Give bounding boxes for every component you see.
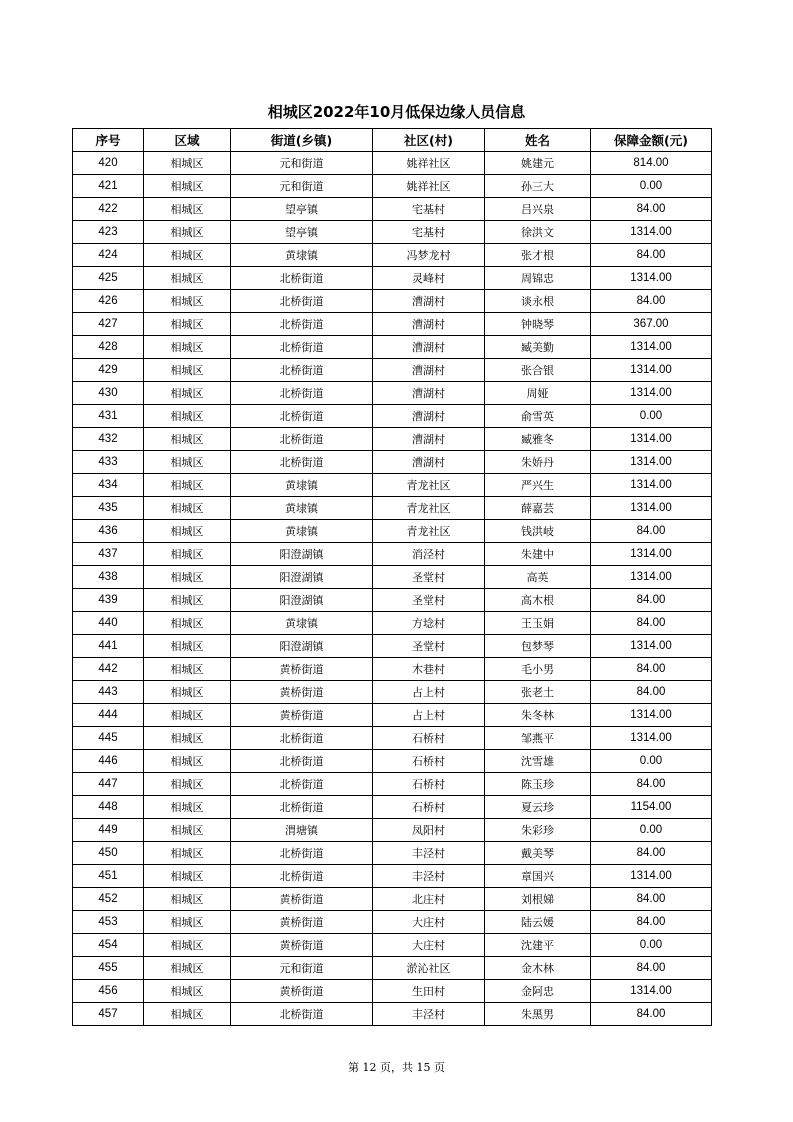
table-row	[73, 520, 712, 543]
cell-name: 王玉娟	[485, 612, 591, 635]
cell-community: 漕湖村	[373, 336, 485, 359]
table-row	[73, 681, 712, 704]
table-row	[73, 428, 712, 451]
table-row	[73, 750, 712, 773]
table-row	[73, 842, 712, 865]
table-row	[73, 819, 712, 842]
cell-amount: 84.00	[591, 589, 712, 612]
cell-community: 漕湖村	[373, 359, 485, 382]
cell-street: 北桥街道	[231, 727, 373, 750]
cell-area: 相城区	[144, 865, 231, 888]
cell-community: 石桥村	[373, 750, 485, 773]
table-row	[73, 612, 712, 635]
cell-index: 433	[73, 451, 144, 474]
cell-area: 相城区	[144, 313, 231, 336]
table-row	[73, 152, 712, 175]
header-area: 区域	[144, 129, 231, 152]
cell-area: 相城区	[144, 244, 231, 267]
cell-area: 相城区	[144, 796, 231, 819]
cell-area: 相城区	[144, 888, 231, 911]
cell-community: 灵峰村	[373, 267, 485, 290]
table-row	[73, 244, 712, 267]
cell-community: 漕湖村	[373, 428, 485, 451]
cell-street: 渭塘镇	[231, 819, 373, 842]
table-row	[73, 773, 712, 796]
cell-community: 石桥村	[373, 773, 485, 796]
cell-index: 425	[73, 267, 144, 290]
cell-street: 黄埭镇	[231, 497, 373, 520]
page-title: 相城区2022年10月低保边缘人员信息	[267, 103, 526, 121]
table-row	[73, 290, 712, 313]
cell-name: 夏云珍	[485, 796, 591, 819]
cell-index: 440	[73, 612, 144, 635]
cell-area: 相城区	[144, 520, 231, 543]
table-row	[73, 175, 712, 198]
cell-name: 朱黑男	[485, 1003, 591, 1026]
cell-name: 严兴生	[485, 474, 591, 497]
cell-name: 俞雪英	[485, 405, 591, 428]
cell-index: 438	[73, 566, 144, 589]
cell-name: 张才根	[485, 244, 591, 267]
cell-community: 青龙社区	[373, 520, 485, 543]
cell-amount: 84.00	[591, 842, 712, 865]
cell-name: 陆云媛	[485, 911, 591, 934]
cell-street: 北桥街道	[231, 842, 373, 865]
table-row	[73, 957, 712, 980]
cell-amount: 1314.00	[591, 359, 712, 382]
cell-amount: 0.00	[591, 405, 712, 428]
cell-street: 望亭镇	[231, 221, 373, 244]
header-index: 序号	[73, 129, 144, 152]
cell-name: 张老土	[485, 681, 591, 704]
cell-name: 钟晓琴	[485, 313, 591, 336]
cell-index: 422	[73, 198, 144, 221]
cell-name: 沈雪雄	[485, 750, 591, 773]
cell-amount: 1314.00	[591, 221, 712, 244]
cell-amount: 1314.00	[591, 474, 712, 497]
cell-amount: 84.00	[591, 198, 712, 221]
cell-amount: 84.00	[591, 888, 712, 911]
cell-community: 姚祥社区	[373, 152, 485, 175]
cell-index: 453	[73, 911, 144, 934]
cell-street: 元和街道	[231, 152, 373, 175]
cell-amount: 84.00	[591, 957, 712, 980]
cell-community: 漕湖村	[373, 290, 485, 313]
cell-index: 421	[73, 175, 144, 198]
cell-index: 446	[73, 750, 144, 773]
cell-community: 北庄村	[373, 888, 485, 911]
page-footer: 第 12 页，共 15 页	[348, 1061, 445, 1074]
cell-street: 黄桥街道	[231, 681, 373, 704]
cell-index: 449	[73, 819, 144, 842]
cell-name: 毛小男	[485, 658, 591, 681]
cell-street: 黄埭镇	[231, 244, 373, 267]
cell-amount: 1314.00	[591, 635, 712, 658]
cell-amount: 1314.00	[591, 382, 712, 405]
cell-community: 冯梦龙村	[373, 244, 485, 267]
cell-index: 428	[73, 336, 144, 359]
cell-name: 臧美勤	[485, 336, 591, 359]
cell-amount: 84.00	[591, 520, 712, 543]
cell-area: 相城区	[144, 267, 231, 290]
table-row	[73, 543, 712, 566]
cell-area: 相城区	[144, 428, 231, 451]
cell-area: 相城区	[144, 543, 231, 566]
cell-amount: 1314.00	[591, 865, 712, 888]
table-row	[73, 313, 712, 336]
cell-area: 相城区	[144, 290, 231, 313]
cell-name: 孙三大	[485, 175, 591, 198]
cell-street: 北桥街道	[231, 750, 373, 773]
cell-amount: 84.00	[591, 612, 712, 635]
cell-community: 石桥村	[373, 727, 485, 750]
cell-area: 相城区	[144, 635, 231, 658]
cell-index: 426	[73, 290, 144, 313]
cell-street: 阳澄湖镇	[231, 635, 373, 658]
cell-amount: 0.00	[591, 175, 712, 198]
cell-amount: 84.00	[591, 681, 712, 704]
cell-street: 北桥街道	[231, 865, 373, 888]
cell-area: 相城区	[144, 497, 231, 520]
cell-amount: 84.00	[591, 1003, 712, 1026]
cell-community: 大庄村	[373, 934, 485, 957]
cell-area: 相城区	[144, 474, 231, 497]
table-row	[73, 934, 712, 957]
cell-area: 相城区	[144, 451, 231, 474]
cell-community: 姚祥社区	[373, 175, 485, 198]
cell-street: 北桥街道	[231, 773, 373, 796]
cell-area: 相城区	[144, 911, 231, 934]
cell-community: 占上村	[373, 704, 485, 727]
cell-index: 435	[73, 497, 144, 520]
cell-amount: 0.00	[591, 750, 712, 773]
cell-name: 朱彩珍	[485, 819, 591, 842]
table-row	[73, 865, 712, 888]
cell-community: 丰泾村	[373, 842, 485, 865]
cell-amount: 84.00	[591, 658, 712, 681]
cell-area: 相城区	[144, 842, 231, 865]
cell-street: 黄埭镇	[231, 520, 373, 543]
table-row	[73, 405, 712, 428]
cell-community: 青龙社区	[373, 497, 485, 520]
table-row	[73, 474, 712, 497]
cell-area: 相城区	[144, 750, 231, 773]
cell-name: 周锦忠	[485, 267, 591, 290]
cell-community: 圣堂村	[373, 566, 485, 589]
cell-street: 阳澄湖镇	[231, 543, 373, 566]
cell-name: 谈永根	[485, 290, 591, 313]
cell-street: 北桥街道	[231, 451, 373, 474]
cell-community: 生田村	[373, 980, 485, 1003]
cell-street: 北桥街道	[231, 290, 373, 313]
cell-community: 占上村	[373, 681, 485, 704]
cell-index: 454	[73, 934, 144, 957]
table-row	[73, 888, 712, 911]
cell-name: 陈玉珍	[485, 773, 591, 796]
cell-street: 望亭镇	[231, 198, 373, 221]
cell-area: 相城区	[144, 152, 231, 175]
cell-street: 阳澄湖镇	[231, 589, 373, 612]
header-name: 姓名	[485, 129, 591, 152]
cell-name: 朱建中	[485, 543, 591, 566]
table-row	[73, 497, 712, 520]
table-row	[73, 451, 712, 474]
header-amount: 保障金额(元)	[591, 129, 712, 152]
cell-name: 朱冬林	[485, 704, 591, 727]
table-row	[73, 796, 712, 819]
cell-street: 北桥街道	[231, 1003, 373, 1026]
cell-community: 石桥村	[373, 796, 485, 819]
cell-amount: 1154.00	[591, 796, 712, 819]
cell-area: 相城区	[144, 612, 231, 635]
table-row	[73, 1003, 712, 1026]
cell-area: 相城区	[144, 359, 231, 382]
cell-street: 黄埭镇	[231, 612, 373, 635]
cell-name: 刘根娣	[485, 888, 591, 911]
cell-index: 442	[73, 658, 144, 681]
cell-name: 戴美琴	[485, 842, 591, 865]
cell-community: 圣堂村	[373, 635, 485, 658]
cell-index: 420	[73, 152, 144, 175]
cell-amount: 1314.00	[591, 980, 712, 1003]
cell-area: 相城区	[144, 198, 231, 221]
roster-table	[72, 128, 712, 1026]
cell-amount: 84.00	[591, 911, 712, 934]
cell-street: 黄桥街道	[231, 658, 373, 681]
cell-street: 北桥街道	[231, 336, 373, 359]
cell-index: 427	[73, 313, 144, 336]
cell-amount: 367.00	[591, 313, 712, 336]
cell-community: 圣堂村	[373, 589, 485, 612]
cell-index: 439	[73, 589, 144, 612]
cell-community: 宅基村	[373, 198, 485, 221]
cell-street: 黄桥街道	[231, 704, 373, 727]
cell-area: 相城区	[144, 980, 231, 1003]
cell-name: 朱娇丹	[485, 451, 591, 474]
cell-community: 凤阳村	[373, 819, 485, 842]
cell-street: 北桥街道	[231, 382, 373, 405]
cell-name: 金阿忠	[485, 980, 591, 1003]
cell-street: 黄桥街道	[231, 911, 373, 934]
cell-street: 黄桥街道	[231, 934, 373, 957]
cell-index: 430	[73, 382, 144, 405]
cell-index: 451	[73, 865, 144, 888]
cell-community: 漕湖村	[373, 405, 485, 428]
cell-index: 441	[73, 635, 144, 658]
cell-name: 邹燕平	[485, 727, 591, 750]
cell-street: 北桥街道	[231, 428, 373, 451]
cell-area: 相城区	[144, 819, 231, 842]
cell-area: 相城区	[144, 1003, 231, 1026]
cell-index: 429	[73, 359, 144, 382]
table-row	[73, 566, 712, 589]
cell-name: 高木根	[485, 589, 591, 612]
cell-community: 淤沁社区	[373, 957, 485, 980]
cell-street: 黄埭镇	[231, 474, 373, 497]
cell-name: 臧雅冬	[485, 428, 591, 451]
cell-street: 元和街道	[231, 957, 373, 980]
cell-street: 阳澄湖镇	[231, 566, 373, 589]
cell-name: 沈建平	[485, 934, 591, 957]
table-row	[73, 382, 712, 405]
cell-community: 丰泾村	[373, 865, 485, 888]
cell-amount: 84.00	[591, 290, 712, 313]
cell-area: 相城区	[144, 658, 231, 681]
cell-amount: 814.00	[591, 152, 712, 175]
cell-area: 相城区	[144, 704, 231, 727]
cell-name: 姚建元	[485, 152, 591, 175]
cell-amount: 0.00	[591, 819, 712, 842]
cell-area: 相城区	[144, 382, 231, 405]
cell-amount: 0.00	[591, 934, 712, 957]
cell-area: 相城区	[144, 175, 231, 198]
cell-community: 消泾村	[373, 543, 485, 566]
cell-amount: 1314.00	[591, 497, 712, 520]
cell-name: 周娅	[485, 382, 591, 405]
cell-street: 黄桥街道	[231, 980, 373, 1003]
table-row	[73, 267, 712, 290]
cell-index: 443	[73, 681, 144, 704]
table-row	[73, 635, 712, 658]
table-row	[73, 198, 712, 221]
cell-area: 相城区	[144, 727, 231, 750]
table-row	[73, 221, 712, 244]
table-row	[73, 727, 712, 750]
cell-name: 高英	[485, 566, 591, 589]
cell-index: 452	[73, 888, 144, 911]
cell-index: 431	[73, 405, 144, 428]
cell-name: 徐洪文	[485, 221, 591, 244]
cell-street: 元和街道	[231, 175, 373, 198]
cell-area: 相城区	[144, 405, 231, 428]
cell-amount: 1314.00	[591, 727, 712, 750]
cell-area: 相城区	[144, 681, 231, 704]
cell-amount: 1314.00	[591, 428, 712, 451]
cell-index: 437	[73, 543, 144, 566]
cell-community: 木巷村	[373, 658, 485, 681]
header-community: 社区(村)	[373, 129, 485, 152]
table-row	[73, 704, 712, 727]
cell-area: 相城区	[144, 221, 231, 244]
cell-street: 黄桥街道	[231, 888, 373, 911]
cell-index: 436	[73, 520, 144, 543]
cell-street: 北桥街道	[231, 796, 373, 819]
cell-name: 金木林	[485, 957, 591, 980]
cell-name: 钱洪岐	[485, 520, 591, 543]
cell-index: 456	[73, 980, 144, 1003]
cell-area: 相城区	[144, 957, 231, 980]
cell-community: 漕湖村	[373, 313, 485, 336]
cell-index: 423	[73, 221, 144, 244]
cell-index: 445	[73, 727, 144, 750]
cell-community: 大庄村	[373, 911, 485, 934]
table-row	[73, 658, 712, 681]
cell-amount: 84.00	[591, 244, 712, 267]
cell-amount: 1314.00	[591, 704, 712, 727]
cell-amount: 1314.00	[591, 566, 712, 589]
cell-index: 424	[73, 244, 144, 267]
cell-amount: 84.00	[591, 773, 712, 796]
table-row	[73, 359, 712, 382]
cell-area: 相城区	[144, 566, 231, 589]
cell-community: 丰泾村	[373, 1003, 485, 1026]
table-row	[73, 336, 712, 359]
cell-amount: 1314.00	[591, 543, 712, 566]
cell-area: 相城区	[144, 934, 231, 957]
cell-index: 448	[73, 796, 144, 819]
cell-community: 方埝村	[373, 612, 485, 635]
cell-name: 张合银	[485, 359, 591, 382]
table-header-row	[73, 129, 712, 152]
cell-community: 漕湖村	[373, 451, 485, 474]
cell-street: 北桥街道	[231, 313, 373, 336]
cell-name: 章国兴	[485, 865, 591, 888]
cell-community: 漕湖村	[373, 382, 485, 405]
cell-index: 432	[73, 428, 144, 451]
cell-index: 447	[73, 773, 144, 796]
cell-index: 450	[73, 842, 144, 865]
cell-street: 北桥街道	[231, 405, 373, 428]
cell-area: 相城区	[144, 773, 231, 796]
cell-name: 吕兴泉	[485, 198, 591, 221]
cell-street: 北桥街道	[231, 359, 373, 382]
cell-name: 薛嘉芸	[485, 497, 591, 520]
header-street: 街道(乡镇)	[231, 129, 373, 152]
table-row	[73, 589, 712, 612]
cell-area: 相城区	[144, 336, 231, 359]
cell-amount: 1314.00	[591, 267, 712, 290]
cell-amount: 1314.00	[591, 451, 712, 474]
cell-index: 457	[73, 1003, 144, 1026]
cell-community: 宅基村	[373, 221, 485, 244]
cell-community: 青龙社区	[373, 474, 485, 497]
cell-index: 444	[73, 704, 144, 727]
cell-name: 包梦琴	[485, 635, 591, 658]
cell-index: 434	[73, 474, 144, 497]
cell-index: 455	[73, 957, 144, 980]
cell-amount: 1314.00	[591, 336, 712, 359]
cell-street: 北桥街道	[231, 267, 373, 290]
cell-area: 相城区	[144, 589, 231, 612]
table-row	[73, 980, 712, 1003]
table-row	[73, 911, 712, 934]
